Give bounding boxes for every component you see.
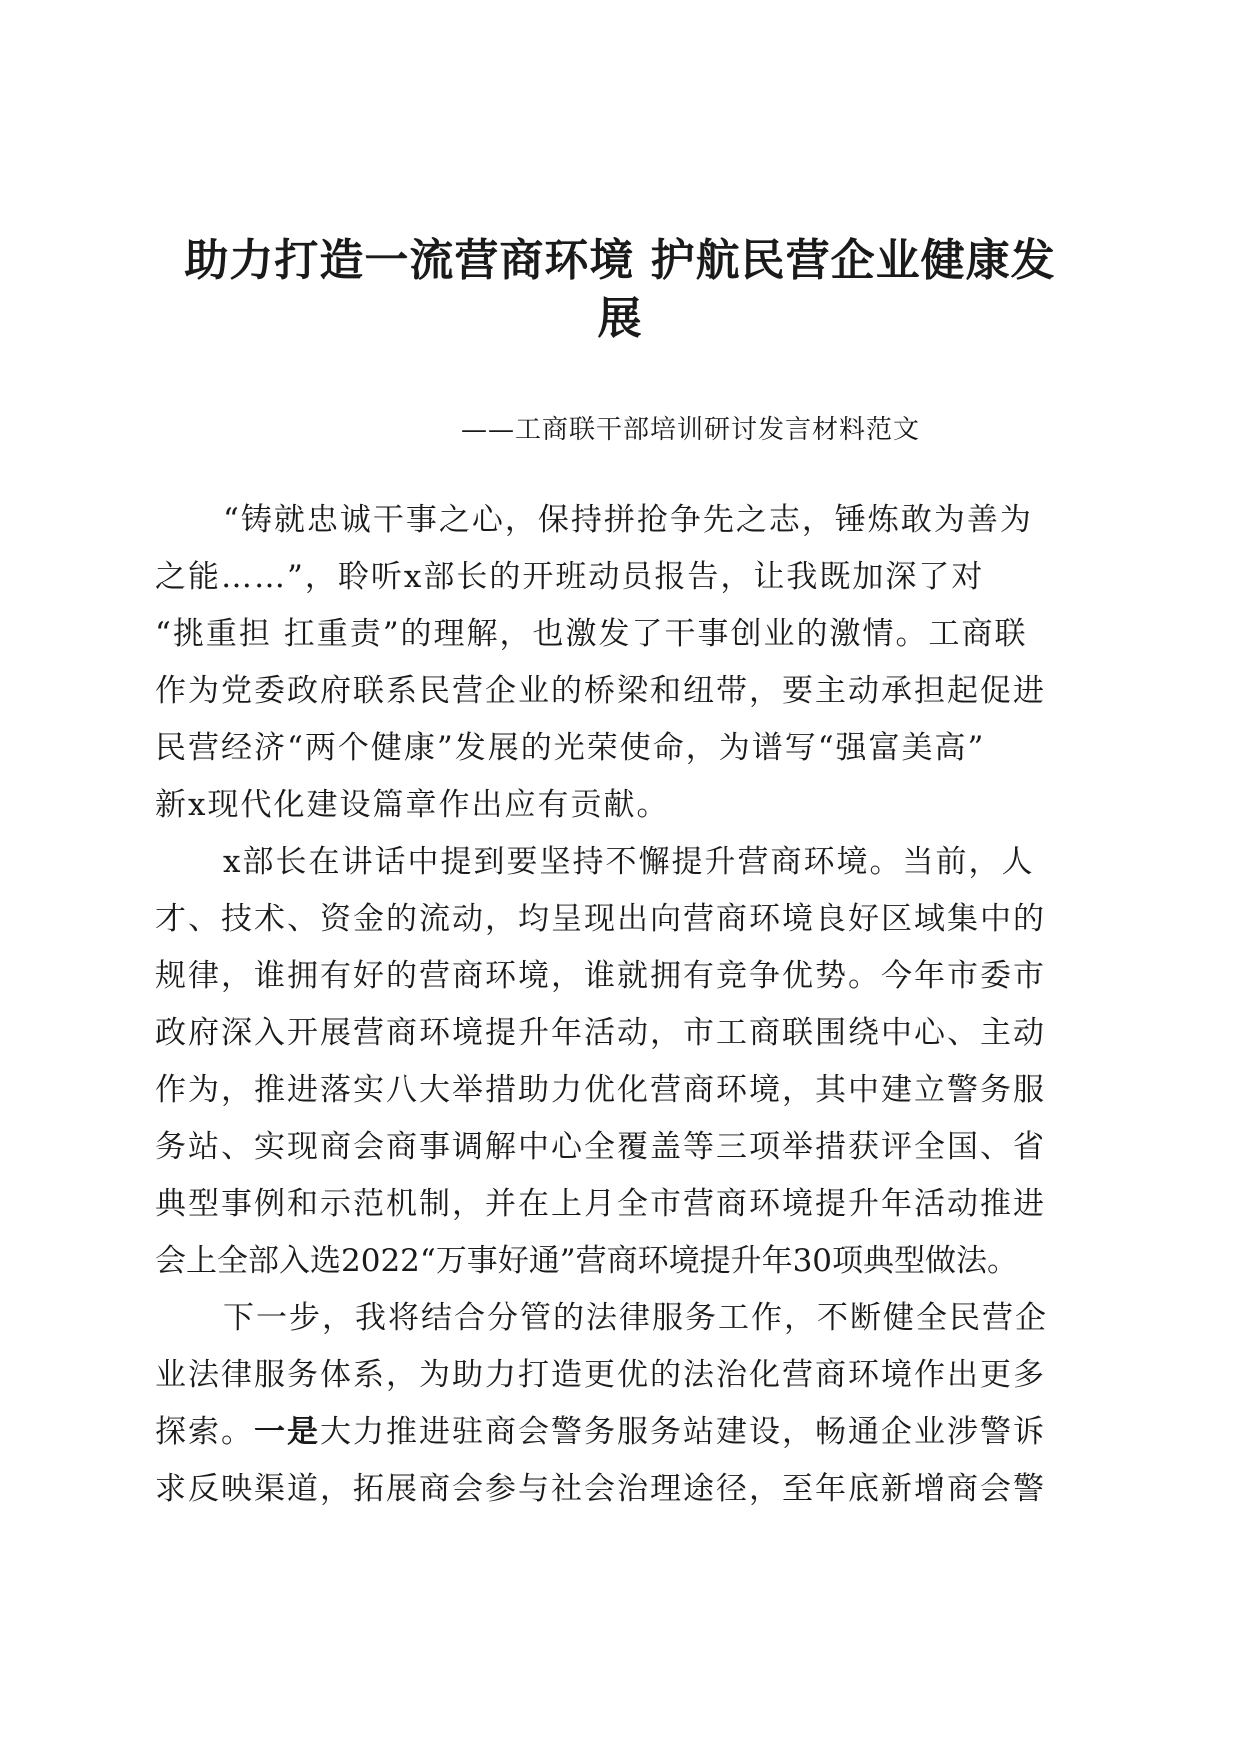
title-line-1: 助力打造一流营商环境 护航民营企业健康发 — [184, 235, 1056, 286]
paragraph-3-line-3-prefix: 探索。 — [155, 1414, 254, 1450]
paragraph-1-line-6: 新x现代化建设篇章作出应有贡献。 — [155, 787, 670, 823]
document-subtitle: ——工商联干部培训研讨发言材料范文 — [460, 415, 920, 445]
paragraph-2-line-2: 才、技术、资金的流动，均呈现出向营商环境良好区域集中的 — [155, 901, 1046, 937]
paragraph-3-line-2: 业法律服务体系，为助力打造更优的法治化营商环境作出更多 — [155, 1357, 1046, 1393]
paragraph-2-line-3: 规律，谁拥有好的营商环境，谁就拥有竞争优势。今年市委市 — [155, 958, 1046, 994]
paragraph-3-line-3-rest: 大力推进驻商会警务服务站建设，畅通企业涉警诉 — [320, 1414, 1046, 1450]
paragraph-2-line-4: 政府深入开展营商环境提升年活动，市工商联围绕中心、主动 — [155, 1015, 1046, 1051]
title-line-2: 展 — [597, 293, 643, 344]
paragraph-1-line-4: 作为党委政府联系民营企业的桥梁和纽带，要主动承担起促进 — [155, 673, 1046, 709]
paragraph-1-line-1: “铸就忠诚干事之心，保持拼抢争先之志，锤炼敢为善为 — [223, 502, 1033, 538]
paragraph-3-line-3 — [155, 1404, 1075, 1461]
paragraph-2-line-7: 典型事例和示范机制，并在上月全市营商环境提升年活动推进 — [155, 1186, 1046, 1222]
paragraph-2-line-1: x部长在讲话中提到要坚持不懈提升营商环境。当前，人 — [223, 844, 1035, 880]
paragraph-3-line-1: 下一步，我将结合分管的法律服务工作，不断健全民营企 — [223, 1300, 1048, 1336]
paragraph-1-line-2: 之能……”，聆听x部长的开班动员报告，让我既加深了对 — [155, 559, 985, 595]
paragraph-2-line-8: 会上全部入选2022“万事好通”营商环境提升年30项典型做法。 — [155, 1243, 1019, 1279]
paragraph-2-line-5: 作为，推进落实八大举措助力优化营商环境，其中建立警务服 — [155, 1072, 1046, 1108]
emphasis-first-point: 一是 — [254, 1414, 320, 1450]
document-title — [150, 232, 1090, 348]
paragraph-1-line-3: “挑重担 扛重责”的理解，也激发了干事创业的激情。工商联 — [155, 616, 1028, 652]
paragraph-2-line-6: 务站、实现商会商事调解中心全覆盖等三项举措获评全国、省 — [155, 1129, 1046, 1165]
paragraph-3-line-4: 求反映渠道，拓展商会参与社会治理途径，至年底新增商会警 — [155, 1471, 1046, 1507]
document-body — [155, 492, 1075, 1518]
paragraph-1-line-5: 民营经济“两个健康”发展的光荣使命，为谱写“强富美高” — [155, 730, 986, 766]
